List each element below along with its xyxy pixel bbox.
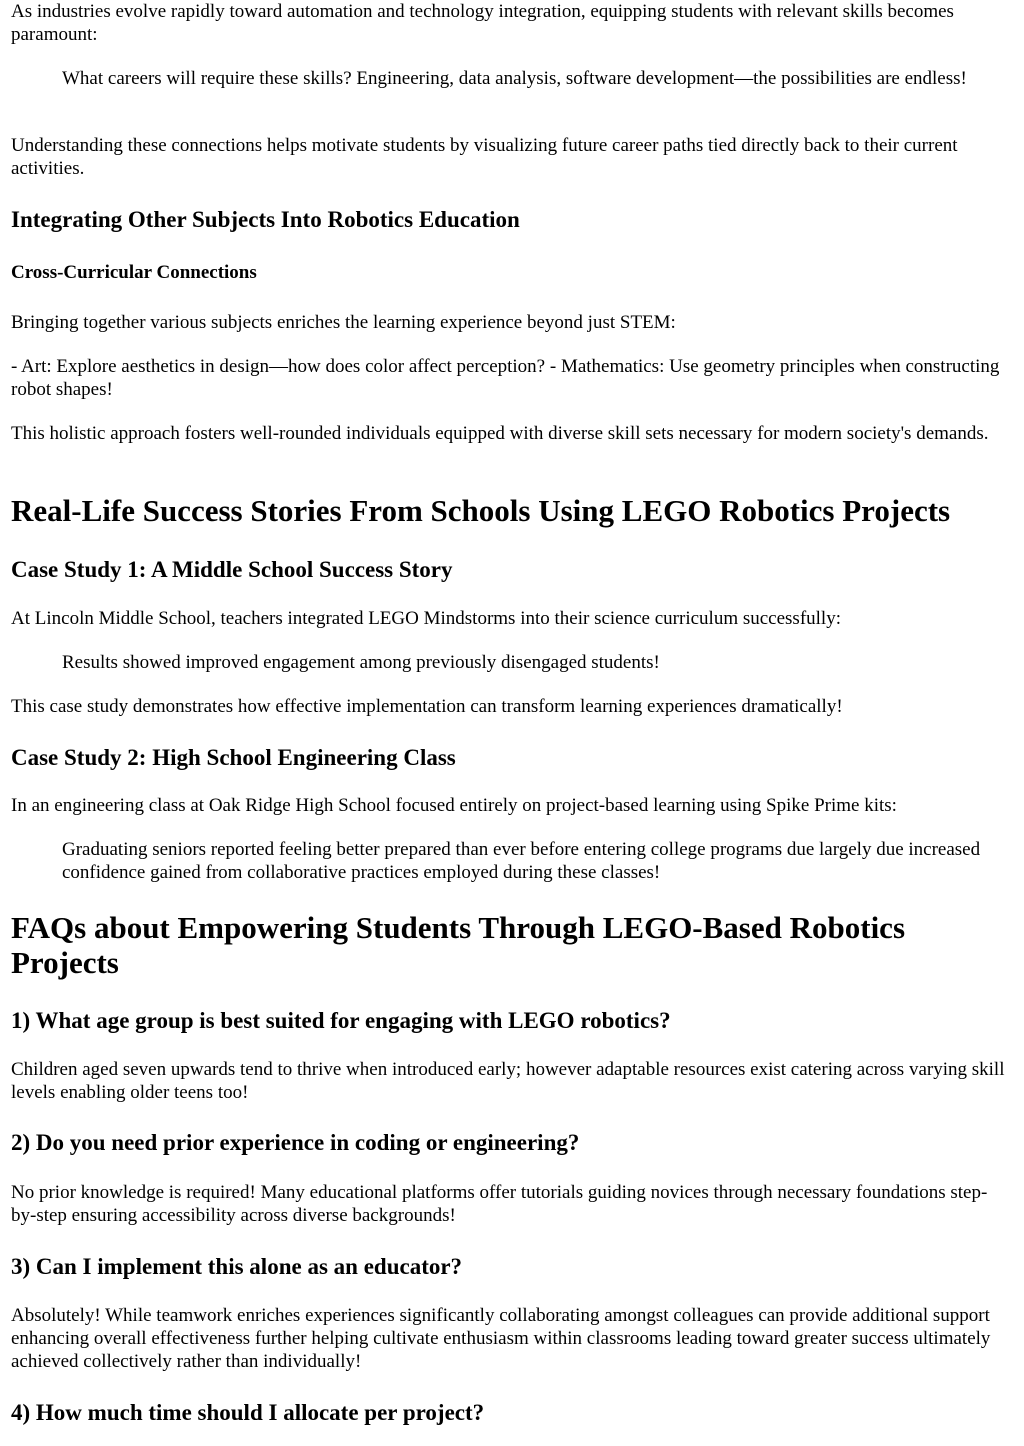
case-study-1-paragraph: At Lincoln Middle School, teachers integrated LEGO Mindstorms into their science curriculum successfully: [11, 608, 841, 629]
case-study-2-blockquote: Graduating seniors reported feeling better prepared than ever before entering college programs due largely due increased confidence gained from collaborative practices employed during these classes! [62, 839, 981, 883]
faq-question-2: 2) Do you need prior experience in coding or engineering? [11, 1130, 580, 1155]
cross-curricular-intro: Bringing together various subjects enriches the learning experience beyond just STEM: [11, 312, 676, 333]
holistic-paragraph: This holistic approach fosters well-rounded individuals equipped with diverse skill sets necessary for modern society's demands. [11, 423, 989, 444]
case-study-2-paragraph: In an engineering class at Oak Ridge High School focused entirely on project-based learning using Spike Prime kits: [11, 795, 897, 816]
faq-question-4: 4) How much time should I allocate per project? [11, 1400, 485, 1425]
faq-question-1: 1) What age group is best suited for engaging with LEGO robotics? [11, 1008, 671, 1033]
faq-answer-3: Absolutely! While teamwork enriches experiences significantly collaborating amongst colleagues can provide additional support enhancing overall effectiveness further helping cultivate enthusiasm within classrooms leading toward greater success ultimately achieved collectively rather than individually! [11, 1305, 991, 1372]
case-study-1-blockquote: Results showed improved engagement among previously disengaged students! [62, 652, 660, 673]
case-study-1-conclusion: This case study demonstrates how effective implementation can transform learning experiences dramatically! [11, 696, 843, 717]
subjects-list-paragraph: - Art: Explore aesthetics in design—how does color affect perception? - Mathematics: Use geometry principles when constructing robot shapes! [11, 356, 1000, 400]
connections-paragraph: Understanding these connections helps motivate students by visualizing future career paths tied directly back to their current activities. [11, 135, 958, 179]
success-stories-heading: Real-Life Success Stories From Schools Using LEGO Robotics Projects [11, 493, 951, 528]
case-study-1-heading: Case Study 1: A Middle School Success Story [11, 557, 453, 582]
faq-answer-2: No prior knowledge is required! Many educational platforms offer tutorials guiding novices through necessary foundations step-by-step ensuring accessibility across diverse backgrounds! [11, 1182, 988, 1226]
careers-blockquote: What careers will require these skills? Engineering, data analysis, software development—the possibilities are endless! [62, 68, 967, 89]
intro-paragraph: As industries evolve rapidly toward automation and technology integration, equipping students with relevant skills becomes paramount: [11, 1, 954, 45]
faq-answer-1: Children aged seven upwards tend to thrive when introduced early; however adaptable resources exist catering across varying skill levels enabling older teens too! [11, 1059, 1005, 1103]
case-study-2-heading: Case Study 2: High School Engineering Class [11, 745, 456, 770]
faq-question-3: 3) Can I implement this alone as an educator? [11, 1254, 463, 1279]
faq-heading: FAQs about Empowering Students Through LEGO-Based Robotics Projects [11, 910, 906, 980]
integrating-subjects-heading: Integrating Other Subjects Into Robotics Education [11, 207, 520, 232]
cross-curricular-heading: Cross-Curricular Connections [11, 262, 257, 283]
